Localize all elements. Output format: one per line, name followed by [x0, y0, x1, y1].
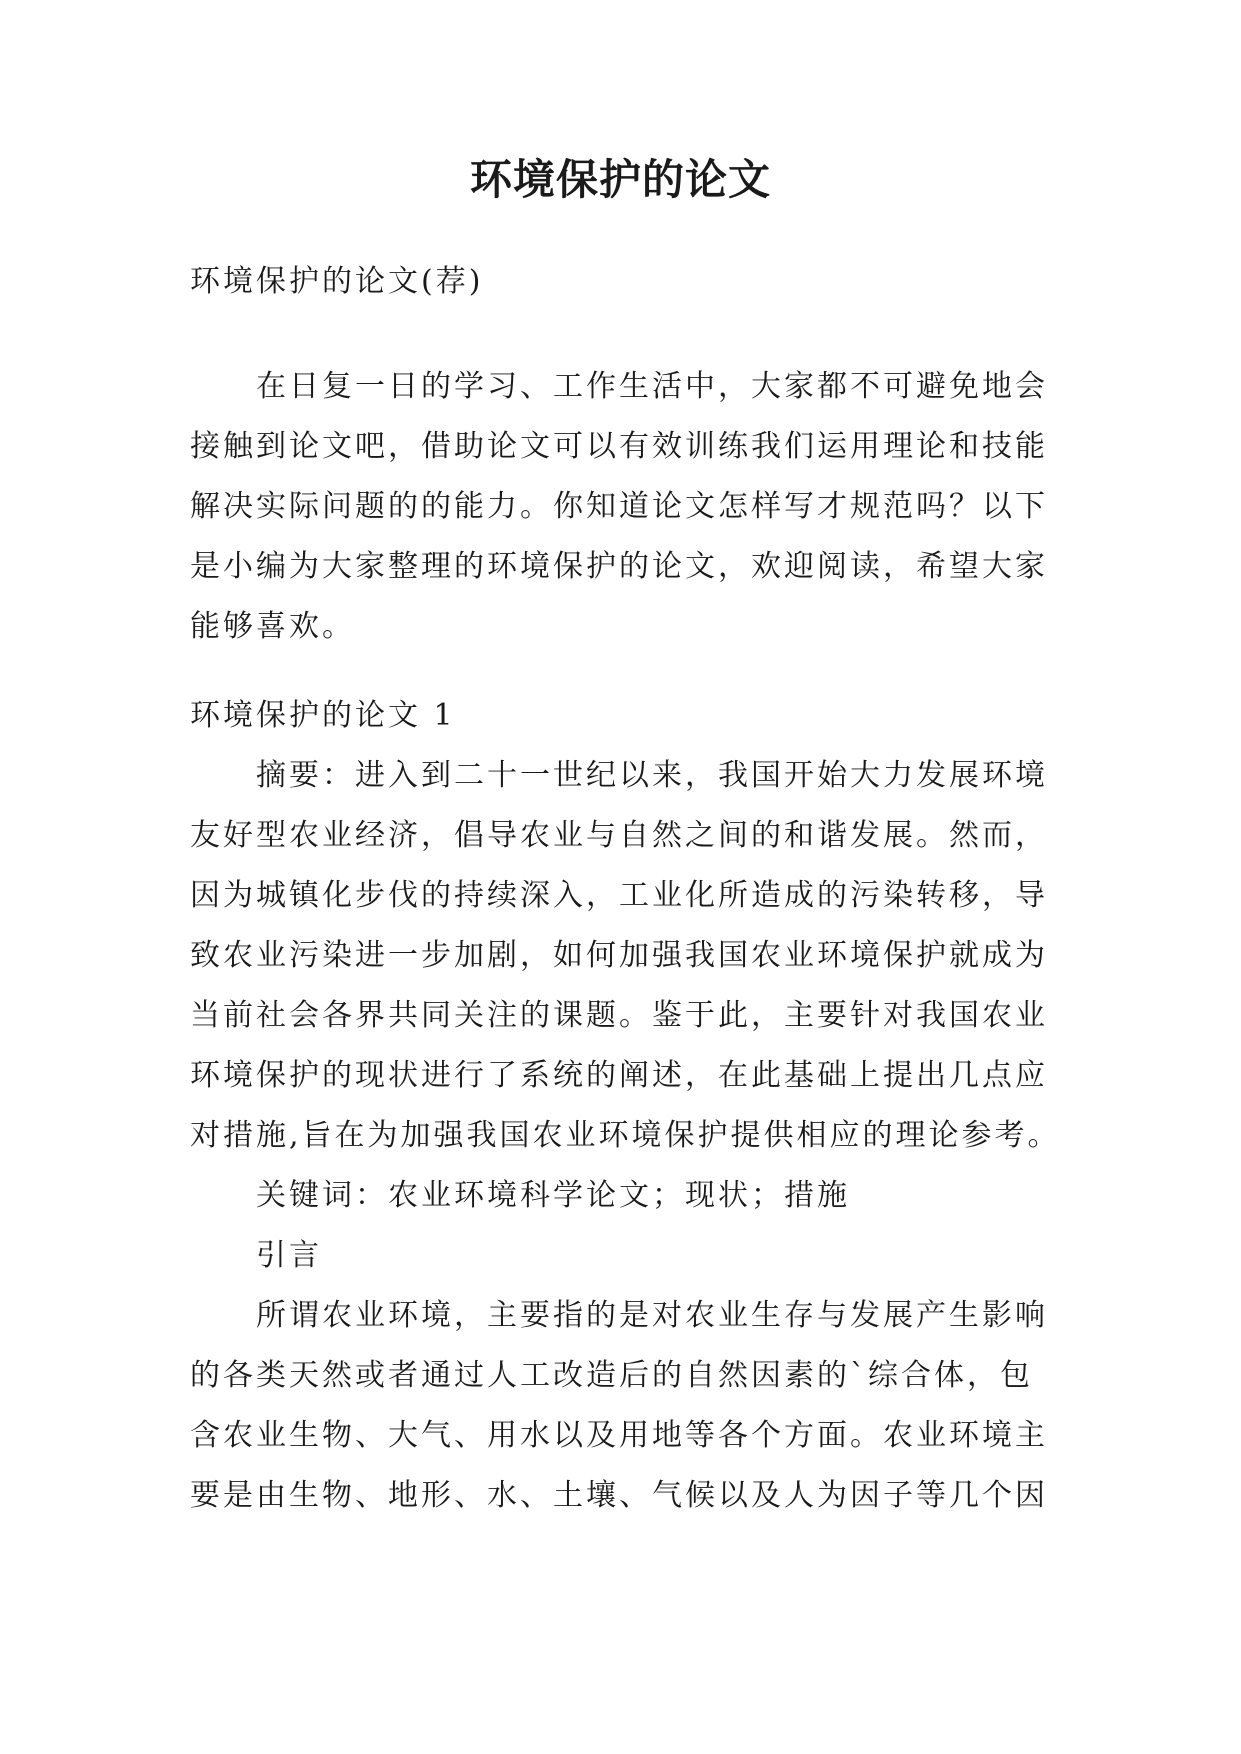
document-title: 环境保护的论文: [469, 155, 771, 204]
abstract-line: 摘要：进入到二十一世纪以来，我国开始大力发展环境: [256, 758, 1048, 793]
abstract-line: 因为城镇化步伐的持续深入，工业化所造成的污染转移，导: [190, 878, 1048, 913]
subtitle-text: 环境保护的论文(荐): [190, 264, 484, 299]
keywords-line: 关键词：农业环境科学论文；现状；措施: [256, 1178, 850, 1213]
body-paragraph: [190, 1286, 1070, 1526]
document-subtitle: [190, 252, 1070, 312]
abstract-paragraph: [190, 746, 1070, 1286]
abstract-line: 友好型农业经济，倡导农业与自然之间的和谐发展。然而，: [190, 818, 1048, 853]
intro-paragraph: [190, 357, 1070, 657]
intro-line: 在日复一日的学习、工作生活中，大家都不可避免地会: [256, 369, 1048, 404]
body-line: 含农业生物、大气、用水以及用地等各个方面。农业环境主: [190, 1418, 1048, 1453]
intro-line: 解决实际问题的的能力。你知道论文怎样写才规范吗？以下: [190, 489, 1048, 524]
section-heading: [190, 686, 1070, 746]
intro-heading: 引言: [256, 1238, 322, 1273]
abstract-line: 致农业污染进一步加剧，如何加强我国农业环境保护就成为: [190, 938, 1048, 973]
body-line: 的各类天然或者通过人工改造后的自然因素的`综合体，包: [190, 1358, 1033, 1393]
intro-line: 接触到论文吧，借助论文可以有效训练我们运用理论和技能: [190, 429, 1048, 464]
section-heading-text: 环境保护的论文 1: [190, 698, 456, 733]
abstract-line: 环境保护的现状进行了系统的阐述，在此基础上提出几点应: [190, 1058, 1048, 1093]
intro-line: 能够喜欢。: [190, 609, 355, 644]
abstract-line: 对措施,旨在为加强我国农业环境保护提供相应的理论参考。: [190, 1118, 1061, 1153]
body-line: 所谓农业环境，主要指的是对农业生存与发展产生影响: [256, 1298, 1048, 1333]
abstract-line: 当前社会各界共同关注的课题。鉴于此，主要针对我国农业: [190, 998, 1048, 1033]
body-line: 要是由生物、地形、水、土壤、气候以及人为因子等几个因: [190, 1478, 1048, 1513]
intro-line: 是小编为大家整理的环境保护的论文，欢迎阅读，希望大家: [190, 549, 1048, 584]
